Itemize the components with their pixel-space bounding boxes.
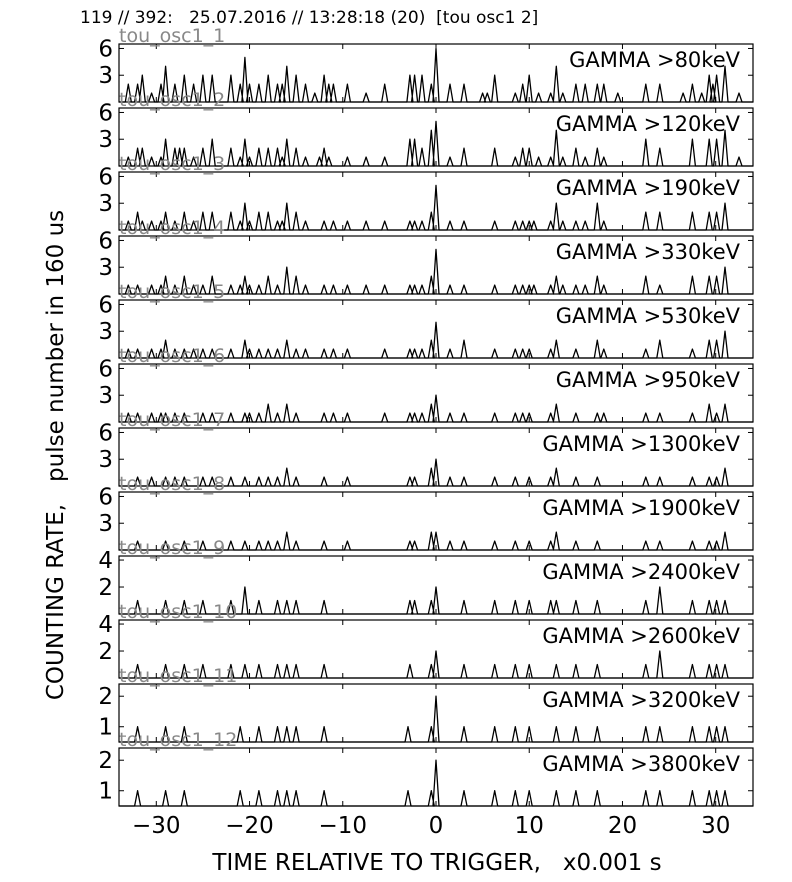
panel-title: GAMMA >3800keV [542, 752, 740, 776]
y-tick-label: 3 [98, 447, 113, 474]
y-tick-label: 1 [98, 714, 113, 741]
panel-title: GAMMA >190keV [555, 176, 740, 200]
panel-tag: tou_osc1_7 [119, 409, 226, 431]
x-tick-label: 0 [428, 813, 444, 839]
y-tick-label: 4 [98, 612, 113, 639]
y-tick-label: 2 [98, 639, 113, 666]
panel-tag: tou_osc1_9 [119, 537, 226, 559]
y-tick-label: 2 [98, 748, 113, 775]
panel-title: GAMMA >80keV [569, 48, 740, 72]
y-tick-label: 3 [98, 383, 113, 410]
panel-tag: tou_osc1_5 [119, 281, 226, 303]
panel-title: GAMMA >3200keV [542, 688, 740, 712]
y-tick-label: 6 [98, 164, 113, 191]
panel-tag: tou_osc1_10 [119, 601, 238, 623]
panel-title: GAMMA >950keV [555, 368, 740, 392]
panel-tag: tou_osc1_6 [119, 345, 226, 367]
y-tick-label: 3 [98, 511, 113, 538]
y-tick-label: 3 [98, 63, 113, 90]
panel-tag: tou_osc1_11 [119, 665, 238, 687]
x-tick-label: 30 [701, 813, 731, 839]
x-axis-label: TIME RELATIVE TO TRIGGER, x0.001 s [212, 850, 662, 876]
y-tick-label: 3 [98, 255, 113, 282]
x-tick-label: 20 [607, 813, 638, 839]
panel-tag: tou_osc1_1 [119, 25, 226, 47]
panel-title: GAMMA >1900keV [542, 496, 740, 520]
y-tick-label: 6 [98, 484, 113, 511]
y-tick-label: 6 [98, 356, 113, 383]
panel-tag: tou_osc1_2 [119, 89, 226, 111]
y-tick-label: 2 [98, 575, 113, 602]
y-tick-label: 3 [98, 319, 113, 346]
y-tick-label: 4 [98, 548, 113, 575]
y-tick-label: 2 [98, 684, 113, 711]
x-tick-label: −30 [132, 813, 181, 839]
x-tick-label: −10 [318, 813, 368, 839]
panel-title: GAMMA >120keV [555, 112, 740, 136]
panel-title: GAMMA >1300keV [542, 432, 740, 456]
y-tick-label: 6 [98, 292, 113, 319]
x-tick-label: −20 [225, 813, 274, 839]
y-tick-label: 3 [98, 191, 113, 218]
y-tick-label: 3 [98, 127, 113, 154]
panel-title: GAMMA >2600keV [542, 624, 740, 648]
panel-tag: tou_osc1_4 [119, 217, 226, 239]
y-axis-label: COUNTING RATE, pulse number in 160 us [43, 209, 69, 701]
panel-title: GAMMA >330keV [555, 240, 740, 264]
x-tick-label: 10 [514, 813, 544, 839]
y-tick-label: 6 [98, 100, 113, 127]
y-tick-label: 6 [98, 36, 113, 63]
panel-title: GAMMA >530keV [555, 304, 740, 328]
y-tick-label: 1 [98, 778, 113, 805]
panel-tag: tou_osc1_3 [119, 153, 226, 175]
panel-tag: tou_osc1_8 [119, 473, 226, 495]
y-tick-label: 6 [98, 228, 113, 255]
chart-header: 119 // 392: 25.07.2016 // 13:28:18 (20) [tou osc1 2] [80, 8, 539, 28]
y-tick-label: 6 [98, 420, 113, 447]
panel-title: GAMMA >2400keV [542, 560, 740, 584]
panel-tag: tou_osc1_12 [119, 729, 238, 751]
